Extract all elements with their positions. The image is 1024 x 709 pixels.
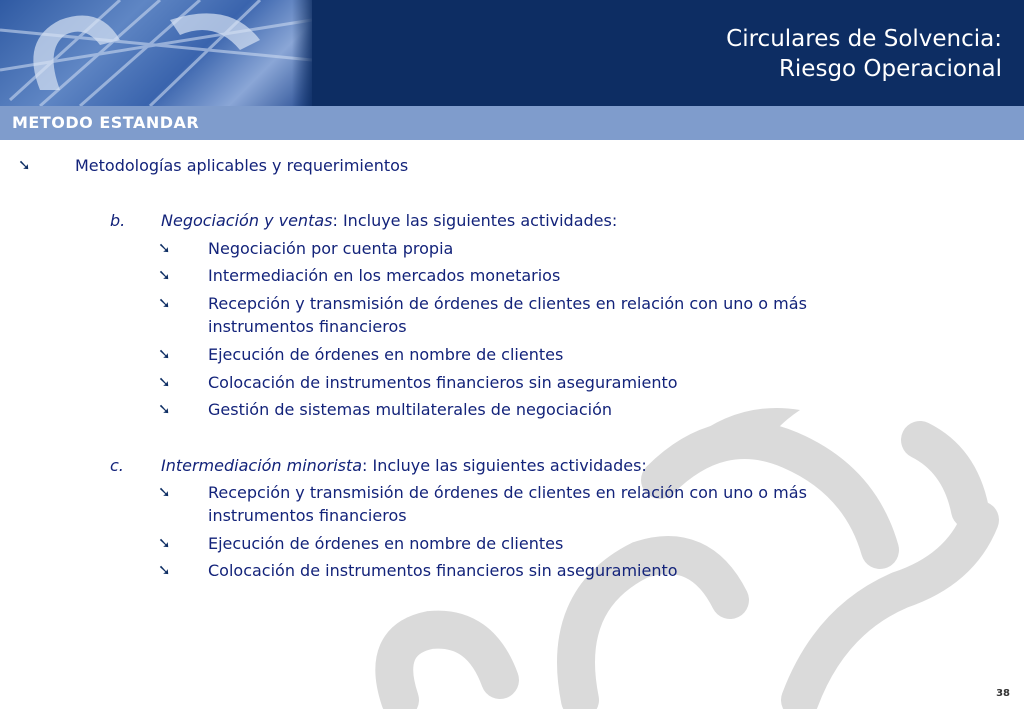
group-heading bbox=[161, 211, 617, 230]
arrow-down-right-icon: ➘ bbox=[158, 266, 171, 284]
title-line-1: Circulares de Solvencia: bbox=[726, 26, 1002, 52]
main-bullet-text: Metodologías aplicables y requerimientos bbox=[75, 156, 409, 175]
title-line-2: Riesgo Operacional bbox=[778, 56, 1002, 82]
list-item: Intermediación en los mercados monetarios bbox=[208, 266, 561, 285]
arrow-down-right-icon: ➘ bbox=[158, 345, 171, 363]
list-item: Gestión de sistemas multilaterales de negociación bbox=[208, 400, 613, 419]
list-item: Colocación de instrumentos financieros sin aseguramiento bbox=[208, 373, 678, 392]
list-item-continuation: instrumentos financieros bbox=[208, 317, 407, 336]
arrow-down-right-icon: ➘ bbox=[158, 373, 171, 391]
group-heading-emphasis: Negociación y ventas bbox=[161, 211, 333, 230]
list-item: Recepción y transmisión de órdenes de clientes en relación con uno o más bbox=[208, 483, 807, 502]
list-item: Colocación de instrumentos financieros sin aseguramiento bbox=[208, 561, 678, 580]
list-item: Ejecución de órdenes en nombre de clientes bbox=[208, 345, 564, 364]
arrow-down-right-icon: ➘ bbox=[18, 156, 31, 174]
page-number: 38 bbox=[996, 688, 1010, 699]
list-item: Recepción y transmisión de órdenes de clientes en relación con uno o más bbox=[208, 294, 807, 313]
arrow-down-right-icon: ➘ bbox=[158, 294, 171, 312]
arrow-down-right-icon: ➘ bbox=[158, 239, 171, 257]
list-item-continuation: instrumentos financieros bbox=[208, 506, 407, 525]
group-heading-rest: : Incluye las siguientes actividades: bbox=[362, 456, 647, 475]
arrow-down-right-icon: ➘ bbox=[158, 400, 171, 418]
group-heading-rest: : Incluye las siguientes actividades: bbox=[332, 211, 618, 230]
section-label: METODO ESTANDAR bbox=[12, 113, 200, 132]
arrow-down-right-icon: ➘ bbox=[158, 534, 171, 552]
arrow-down-right-icon: ➘ bbox=[158, 483, 171, 501]
list-item: Negociación por cuenta propia bbox=[208, 239, 454, 258]
group-letter: b. bbox=[110, 211, 126, 230]
group-heading-emphasis: Intermediación minorista bbox=[161, 456, 363, 475]
arrow-down-right-icon: ➘ bbox=[158, 561, 171, 579]
group-heading bbox=[161, 456, 647, 475]
group-letter: c. bbox=[110, 456, 124, 475]
list-item: Ejecución de órdenes en nombre de clientes bbox=[208, 534, 564, 553]
